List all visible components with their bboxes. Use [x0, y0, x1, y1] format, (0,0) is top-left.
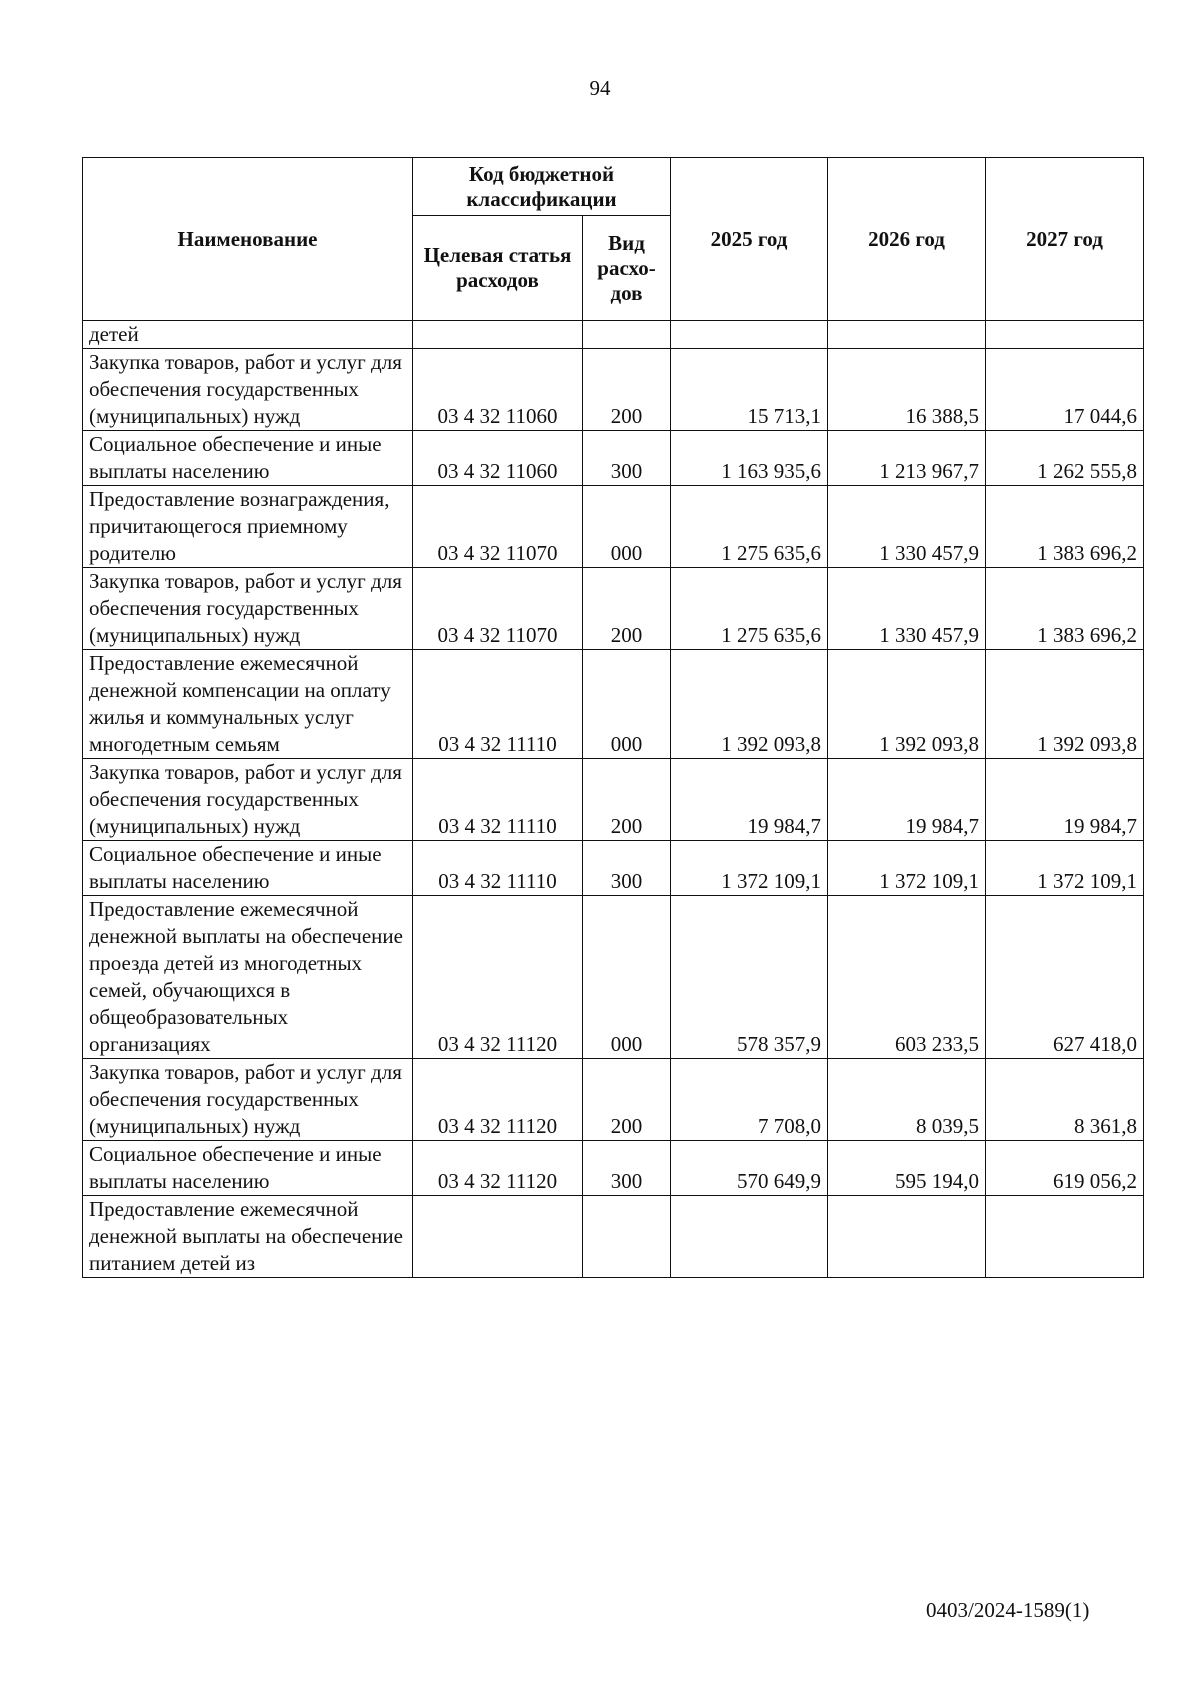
- cell-target-article: 03 4 32 11120: [413, 1141, 583, 1196]
- cell-expense-type: 000: [583, 486, 671, 568]
- cell-2026: 595 194,0: [828, 1141, 986, 1196]
- table-row: [83, 321, 1144, 349]
- cell-name: Закупка товаров, работ и услуг для обеспечения государственных (муниципальных) нужд: [83, 759, 413, 841]
- cell-2027: 19 984,7: [986, 759, 1144, 841]
- cell-2025: 1 163 935,6: [671, 431, 828, 486]
- page-number: 94: [589, 76, 611, 100]
- cell-2025: 7 708,0: [671, 1059, 828, 1141]
- cell-expense-type: 000: [583, 650, 671, 759]
- cell-2025: 15 713,1: [671, 349, 828, 431]
- cell-target-article: 03 4 32 11070: [413, 486, 583, 568]
- cell-2025: 1 392 093,8: [671, 650, 828, 759]
- table-body: [83, 321, 1144, 1278]
- header-2025: 2025 год: [671, 158, 828, 321]
- table-row: [83, 1141, 1144, 1196]
- cell-name: Закупка товаров, работ и услуг для обеспечения государственных (муниципальных) нужд: [83, 1059, 413, 1141]
- cell-expense-type: 300: [583, 431, 671, 486]
- table-row: [83, 759, 1144, 841]
- cell-name: Социальное обеспечение и иные выплаты населению: [83, 431, 413, 486]
- budget-table: [82, 157, 1144, 1278]
- cell-2027: 1 383 696,2: [986, 568, 1144, 650]
- cell-2027: [986, 321, 1144, 349]
- cell-name: Предоставление ежемесячной денежной компенсации на оплату жилья и коммунальных услуг многодетным семьям: [83, 650, 413, 759]
- table-row: [83, 1059, 1144, 1141]
- cell-target-article: 03 4 32 11110: [413, 759, 583, 841]
- cell-target-article: [413, 321, 583, 349]
- cell-2027: 17 044,6: [986, 349, 1144, 431]
- header-code-group: Код бюджетной классификации: [413, 158, 671, 216]
- cell-name: Закупка товаров, работ и услуг для обеспечения государственных (муниципальных) нужд: [83, 568, 413, 650]
- cell-2026: 1 330 457,9: [828, 568, 986, 650]
- table-row: [83, 486, 1144, 568]
- cell-expense-type: 200: [583, 759, 671, 841]
- cell-target-article: 03 4 32 11110: [413, 650, 583, 759]
- cell-2027: [986, 1196, 1144, 1278]
- cell-expense-type: 000: [583, 896, 671, 1059]
- cell-2027: 619 056,2: [986, 1141, 1144, 1196]
- cell-name: Социальное обеспечение и иные выплаты населению: [83, 841, 413, 896]
- header-name: Наименование: [83, 158, 413, 321]
- cell-name: Закупка товаров, работ и услуг для обеспечения государственных (муниципальных) нужд: [83, 349, 413, 431]
- cell-expense-type: 200: [583, 349, 671, 431]
- cell-2025: 1 372 109,1: [671, 841, 828, 896]
- cell-expense-type: 300: [583, 841, 671, 896]
- cell-2025: 1 275 635,6: [671, 486, 828, 568]
- cell-target-article: 03 4 32 11060: [413, 349, 583, 431]
- cell-name: Социальное обеспечение и иные выплаты населению: [83, 1141, 413, 1196]
- cell-2027: 627 418,0: [986, 896, 1144, 1059]
- cell-name: детей: [83, 321, 413, 349]
- cell-2025: [671, 1196, 828, 1278]
- cell-2027: 1 262 555,8: [986, 431, 1144, 486]
- cell-target-article: 03 4 32 11060: [413, 431, 583, 486]
- cell-target-article: 03 4 32 11120: [413, 1059, 583, 1141]
- cell-2025: 1 275 635,6: [671, 568, 828, 650]
- cell-2025: 19 984,7: [671, 759, 828, 841]
- cell-expense-type: 200: [583, 568, 671, 650]
- cell-expense-type: [583, 1196, 671, 1278]
- cell-2026: 1 392 093,8: [828, 650, 986, 759]
- table-row: [83, 896, 1144, 1059]
- cell-2025: 578 357,9: [671, 896, 828, 1059]
- header-2027: 2027 год: [986, 158, 1144, 321]
- cell-name: Предоставление ежемесячной денежной выплаты на обеспечение проезда детей из многодетных семей, обучающихся в общеобразовательных организациях: [83, 896, 413, 1059]
- cell-target-article: [413, 1196, 583, 1278]
- cell-2026: 19 984,7: [828, 759, 986, 841]
- table-row: [83, 1196, 1144, 1278]
- cell-2026: 16 388,5: [828, 349, 986, 431]
- table-row: [83, 349, 1144, 431]
- cell-2026: 603 233,5: [828, 896, 986, 1059]
- cell-target-article: 03 4 32 11070: [413, 568, 583, 650]
- cell-2027: 1 392 093,8: [986, 650, 1144, 759]
- table-header: [83, 158, 1144, 321]
- cell-2026: 1 372 109,1: [828, 841, 986, 896]
- cell-2025: [671, 321, 828, 349]
- cell-expense-type: [583, 321, 671, 349]
- cell-name: Предоставление вознаграждения, причитающегося приемному родителю: [83, 486, 413, 568]
- cell-expense-type: 200: [583, 1059, 671, 1141]
- cell-2026: 8 039,5: [828, 1059, 986, 1141]
- table-row: [83, 431, 1144, 486]
- header-2026: 2026 год: [828, 158, 986, 321]
- cell-target-article: 03 4 32 11110: [413, 841, 583, 896]
- table-row: [83, 841, 1144, 896]
- cell-2026: 1 330 457,9: [828, 486, 986, 568]
- cell-2026: [828, 321, 986, 349]
- document-number: 0403/2024-1589(1): [926, 1598, 1090, 1622]
- cell-2026: 1 213 967,7: [828, 431, 986, 486]
- table-row: [83, 568, 1144, 650]
- header-target-article: Целевая статья расходов: [413, 216, 583, 321]
- table-row: [83, 650, 1144, 759]
- cell-2026: [828, 1196, 986, 1278]
- cell-target-article: 03 4 32 11120: [413, 896, 583, 1059]
- cell-2027: 1 372 109,1: [986, 841, 1144, 896]
- header-expense-type: Вид расхо-дов: [583, 216, 671, 321]
- cell-name: Предоставление ежемесячной денежной выплаты на обеспечение питанием детей из: [83, 1196, 413, 1278]
- cell-2027: 1 383 696,2: [986, 486, 1144, 568]
- cell-2025: 570 649,9: [671, 1141, 828, 1196]
- cell-2027: 8 361,8: [986, 1059, 1144, 1141]
- cell-expense-type: 300: [583, 1141, 671, 1196]
